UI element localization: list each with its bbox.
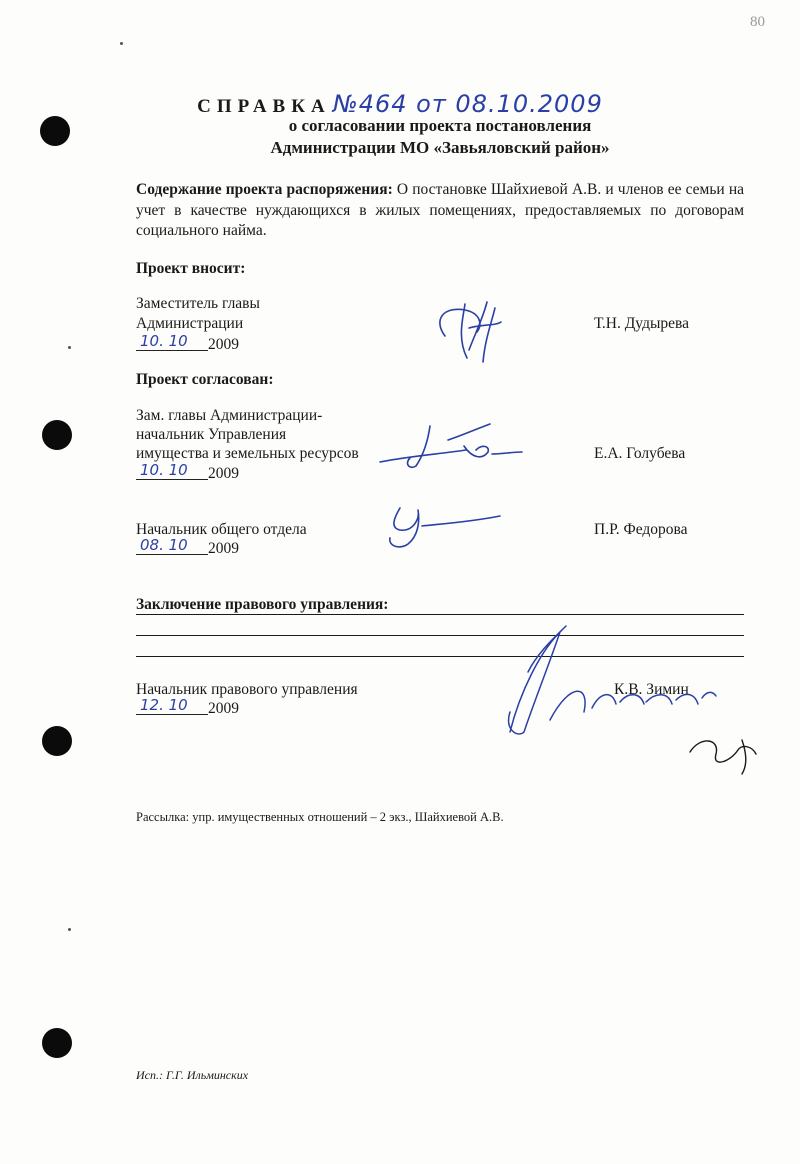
signature-fedorova: [360, 496, 510, 556]
date-field: [136, 696, 208, 715]
signature-golubeva: [370, 410, 530, 480]
approved-heading: Проект согласован:: [136, 371, 274, 388]
content-text: О постановке Шайхиевой А.В. и членов ее семьи на учет в качестве нуждающихся в жилых помещениях, предоставляемых по договорам социального найма.: [136, 181, 744, 239]
legal-position: Начальник правового управления: [136, 681, 358, 698]
handwritten-date: 12. 10: [140, 696, 188, 714]
signer-1-name: Е.А. Голубева: [594, 445, 686, 462]
signer-1-position-line-3: имущества и земельных ресурсов: [136, 445, 359, 462]
page-number: 80: [750, 14, 765, 30]
year: 2009: [208, 465, 239, 482]
punch-hole: [42, 726, 72, 756]
scan-speck: [68, 928, 71, 931]
document-title: СПРАВКА: [197, 96, 331, 117]
handwritten-date: 08. 10: [140, 536, 188, 554]
subtitle-line-1: о согласовании проекта постановления: [288, 116, 592, 135]
punch-hole: [42, 420, 72, 450]
submitter-date: [136, 333, 239, 355]
scan-speck: [68, 346, 71, 349]
year: 2009: [208, 336, 239, 353]
signer-2-position-line-1: Начальник общего отдела: [136, 521, 307, 538]
scan-speck: [120, 42, 123, 45]
signer-2-name: П.Р. Федорова: [594, 521, 688, 538]
distribution-list: Рассылка: упр. имущественных отношений – 2 экз., Шайхиевой А.В.: [136, 810, 504, 824]
title-block: [0, 90, 800, 118]
handwritten-date: 10. 10: [140, 461, 188, 479]
submitter-position-line-1: Заместитель главы: [136, 295, 260, 312]
submitter-position-line-2: Администрации: [136, 315, 244, 332]
date-field: [136, 461, 208, 480]
signature-zimin: [480, 612, 770, 782]
year: 2009: [208, 540, 239, 557]
year: 2009: [208, 700, 239, 717]
legal-name: К.В. Зимин: [614, 681, 689, 698]
legal-date: [136, 697, 239, 719]
date-field: [136, 332, 208, 351]
handwritten-date: 10. 10: [140, 332, 188, 350]
content-label: Содержание проекта распоряжения:: [136, 181, 393, 198]
submitter-name: Т.Н. Дудырева: [594, 315, 690, 332]
signer-1-position-line-2: начальник Управления: [136, 426, 287, 443]
signer-2-date: [136, 537, 239, 559]
legal-heading: Заключение правового управления:: [136, 596, 389, 613]
signer-1-date: [136, 462, 239, 484]
punch-hole: [42, 1028, 72, 1058]
executor: Исп.: Г.Г. Ильминских: [136, 1068, 249, 1082]
signature-dudyreva: [425, 288, 525, 368]
submitted-heading: Проект вносит:: [136, 260, 246, 277]
signer-1-position-line-1: Зам. главы Администрации-: [136, 407, 323, 424]
content-paragraph: [136, 180, 744, 242]
subtitle-line-2: Администрации МО «Завьяловский район»: [270, 138, 610, 157]
registration-number: №464 от 08.10.2009: [332, 90, 603, 118]
date-field: [136, 536, 208, 555]
